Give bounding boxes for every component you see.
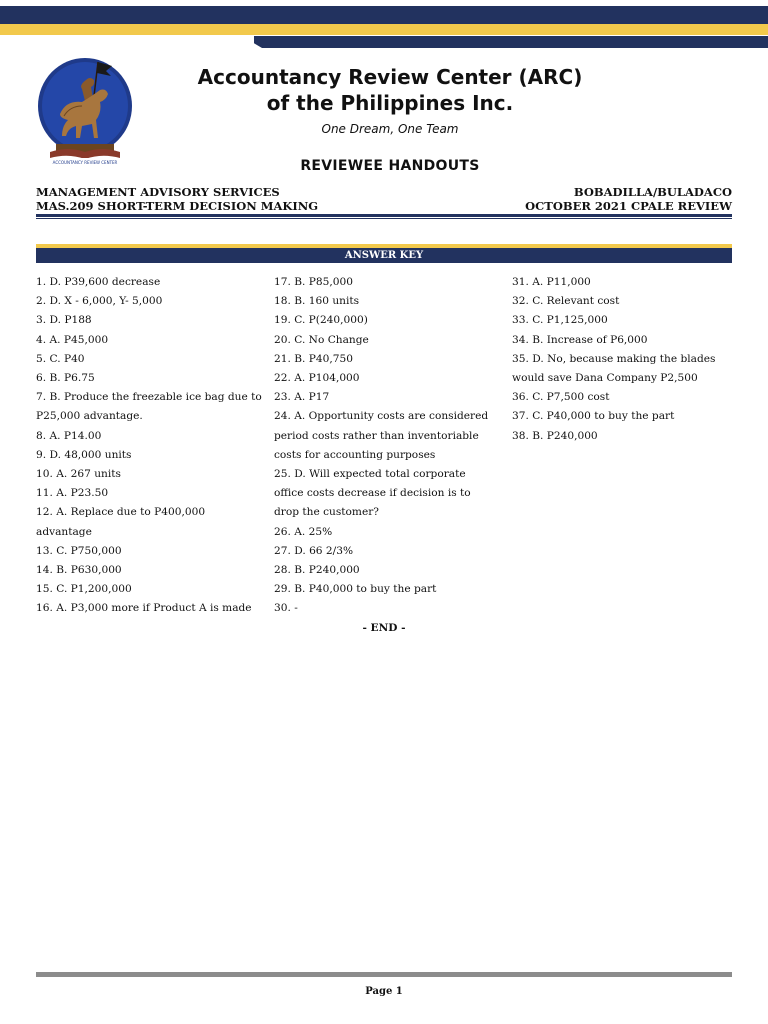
answer-line: 20. C. No Change xyxy=(274,333,369,346)
answer-line: 34. B. Increase of P6,000 xyxy=(512,333,648,346)
answer-line: 1. D. P39,600 decrease xyxy=(36,276,161,288)
answer-line: advantage xyxy=(36,525,92,538)
answer-line: 13. C. P750,000 xyxy=(36,544,122,557)
org-name-line1: Accountancy Review Center (ARC) xyxy=(197,65,583,89)
answer-line: 2. D. X - 6,000, Y- 5,000 xyxy=(36,295,163,308)
answer-line: 29. B. P40,000 to buy the part xyxy=(274,583,437,596)
answer-line: would save Dana Company P2,500 xyxy=(512,372,698,385)
answer-line: 36. C. P7,500 cost xyxy=(512,391,610,404)
answer-line: 15. C. P1,200,000 xyxy=(36,583,132,596)
answer-line: office costs decrease if decision is to xyxy=(274,487,471,500)
header-band-navy xyxy=(0,6,768,24)
org-name-line2: of the Philippines Inc. xyxy=(266,91,514,115)
answer-line: 8. A. P14.00 xyxy=(36,429,102,442)
review-info xyxy=(525,185,732,213)
answer-line: 14. B. P630,000 xyxy=(36,564,122,577)
answer-line: 16. A. P3,000 more if Product A is made xyxy=(36,602,252,615)
page-number: Page 1 xyxy=(365,986,403,997)
answer-line: drop the customer? xyxy=(274,506,379,519)
answer-line: period costs rather than inventoriable xyxy=(274,429,479,442)
answer-line: 17. B. P85,000 xyxy=(274,276,353,288)
session: OCTOBER 2021 CPALE REVIEW xyxy=(525,199,732,213)
answer-line: P25,000 advantage. xyxy=(36,410,143,423)
answer-line: 5. C. P40 xyxy=(36,352,85,365)
answer-line: 35. D. No, because making the blades xyxy=(512,352,716,365)
answer-line: 33. C. P1,125,000 xyxy=(512,314,608,327)
answer-line: 31. A. P11,000 xyxy=(512,276,591,288)
answer-line: 38. B. P240,000 xyxy=(512,429,598,442)
answer-line: 26. A. 25% xyxy=(274,525,333,538)
authors: BOBADILLA/BULADACO xyxy=(573,185,732,199)
answer-column-2 xyxy=(274,273,500,619)
document-type: REVIEWEE HANDOUTS xyxy=(300,158,480,174)
answer-line: 10. A. 267 units xyxy=(36,468,121,481)
motto: One Dream, One Team xyxy=(321,122,459,136)
answer-line: costs for accounting purposes xyxy=(274,448,436,461)
course-info xyxy=(36,185,318,213)
answer-line: 27. D. 66 2/3% xyxy=(274,544,354,557)
footer-rule xyxy=(36,972,732,977)
answer-line: 3. D. P188 xyxy=(36,314,92,327)
answer-line: 32. C. Relevant cost xyxy=(512,295,620,308)
answer-line: 30. - xyxy=(274,602,298,615)
answer-line: 9. D. 48,000 units xyxy=(36,448,132,461)
answer-line: 11. A. P23.50 xyxy=(36,487,109,500)
header-rule-thick xyxy=(36,214,732,217)
organization-name xyxy=(150,64,630,116)
subject: MANAGEMENT ADVISORY SERVICES xyxy=(36,185,280,199)
arc-logo xyxy=(36,56,134,168)
answer-line: 24. A. Opportunity costs are considered xyxy=(274,410,489,423)
header-band-navy-lower xyxy=(254,36,768,48)
answer-line: 37. C. P40,000 to buy the part xyxy=(512,410,675,423)
answer-line: 4. A. P45,000 xyxy=(36,333,109,346)
answer-line: 22. A. P104,000 xyxy=(274,372,360,385)
answer-column-1 xyxy=(36,273,262,619)
answer-line: 18. B. 160 units xyxy=(274,295,360,308)
answer-line: 21. B. P40,750 xyxy=(274,352,353,365)
logo-caption: ACCOUNTANCY REVIEW CENTER xyxy=(52,160,118,165)
answer-line: 6. B. P6.75 xyxy=(36,372,95,385)
answer-line: 19. C. P(240,000) xyxy=(274,314,368,327)
answer-line: 25. D. Will expected total corporate xyxy=(274,468,466,481)
answer-key-title: ANSWER KEY xyxy=(36,248,732,263)
header-band-gold xyxy=(0,24,768,35)
answer-column-3 xyxy=(512,273,732,446)
answer-line: 28. B. P240,000 xyxy=(274,564,360,577)
end-marker: - END - xyxy=(362,622,406,634)
answer-line: 7. B. Produce the freezable ice bag due to xyxy=(36,391,262,404)
answer-line: 12. A. Replace due to P400,000 xyxy=(36,506,206,519)
topic: MAS.209 SHORT-TERM DECISION MAKING xyxy=(36,199,319,213)
answer-line: 23. A. P17 xyxy=(274,391,330,404)
header-rule-thin xyxy=(36,218,732,219)
